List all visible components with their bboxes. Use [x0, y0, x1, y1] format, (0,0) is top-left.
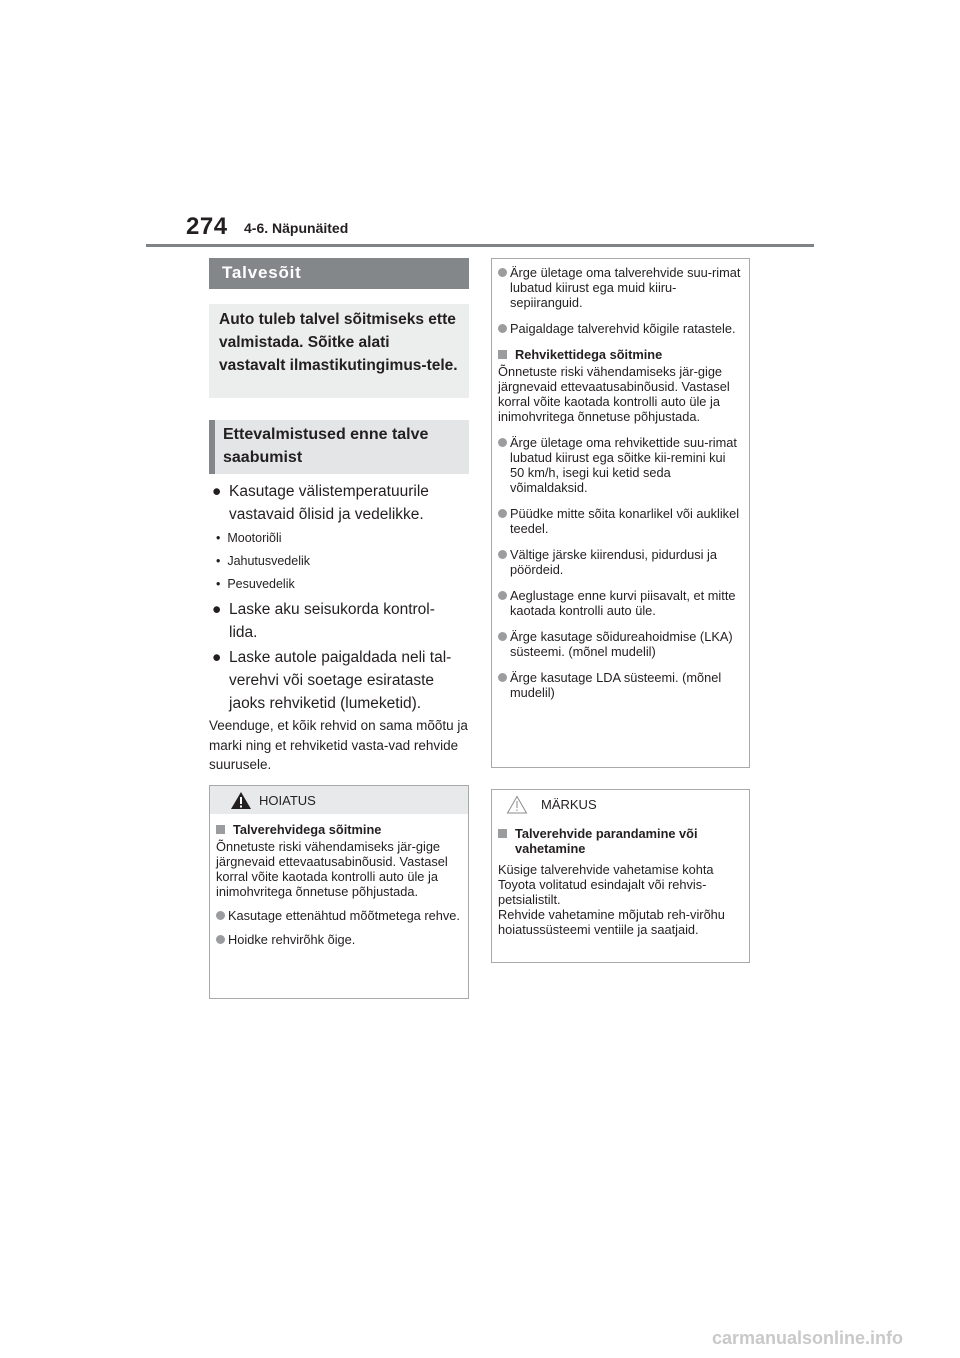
- right-item: [498, 629, 741, 659]
- right-item-text: Vältige järske kiirendusi, pidurdusi ja pöördeid.: [510, 547, 717, 577]
- bullet-line: Laske autole paigaldada neli tal-: [229, 649, 452, 666]
- warning-label: HOIATUS: [259, 793, 316, 808]
- sub-item: • Pesuvedelik: [216, 577, 295, 591]
- notice-heading: [498, 826, 741, 856]
- warning-item: [216, 908, 460, 923]
- bullet-oils: [212, 481, 474, 525]
- bullet-line: lida.: [229, 624, 258, 641]
- notice-heading-text: Talverehvide parandamine või vahetamine: [515, 826, 698, 856]
- warning-triangle-icon: [230, 791, 252, 810]
- right-heading: [498, 347, 741, 362]
- warning-text: Õnnetuste riski vähendamiseks jär-gige järgnevaid ettevaatusabinõusid. Vastasel korral võite kaotada kontrolli auto üle ja inimohvritega õnnetuse põhjustada.: [216, 839, 448, 899]
- warning-heading-text: Talverehvidega sõitmine: [233, 822, 382, 837]
- watermark: carmanualsonline.info: [712, 1328, 904, 1348]
- intro-text: Auto tuleb talvel sõitmiseks ette valmistada. Sõitke alati vastavalt ilmastikutingimus-tele.: [219, 311, 458, 374]
- bullet-battery: [212, 599, 474, 643]
- gray-dot-icon: [216, 911, 225, 920]
- header-rule: [146, 244, 814, 247]
- right-item: [498, 588, 741, 618]
- right-item-text: Püüdke mitte sõita konarlikel või auklikel teedel.: [510, 506, 740, 536]
- sub-item-text: Jahutusvedelik: [227, 554, 311, 568]
- bullet-dot-icon: ●: [212, 649, 222, 666]
- bullet-dot-icon: ●: [212, 483, 222, 500]
- intro-box: [209, 304, 469, 398]
- right-item-text: Paigaldage talverehvid kõigile ratastele.: [510, 321, 736, 336]
- chapter-title: 4-6. Näpunäited: [244, 220, 349, 236]
- square-bullet-icon: [498, 350, 507, 359]
- gray-dot-icon: [498, 591, 507, 600]
- square-bullet-icon: [216, 825, 225, 834]
- bullet-line: vastavaid õlisid ja vedelikke.: [229, 506, 424, 523]
- gray-dot-icon: [498, 324, 507, 333]
- notice-label: MÄRKUS: [541, 797, 597, 812]
- right-item: [498, 506, 741, 536]
- sub-item: • Mootoriõli: [216, 531, 282, 545]
- right-item: [498, 670, 741, 700]
- square-bullet-icon: [498, 829, 507, 838]
- subsection-title: Ettevalmistused enne talve saabumist: [209, 420, 469, 474]
- bullet-line: Laske aku seisukorda kontrol-: [229, 601, 435, 618]
- notice-triangle-icon: [506, 795, 528, 814]
- gray-dot-icon: [498, 268, 507, 277]
- bullet-line: verehvi või soetage esirataste: [229, 672, 435, 689]
- right-item-text: Aeglustage enne kurvi piisavalt, et mitte kaotada kontrolli auto üle.: [510, 588, 736, 618]
- warning-header: [210, 786, 468, 814]
- gray-dot-icon: [216, 935, 225, 944]
- right-text: Õnnetuste riski vähendamiseks jär-gige järgnevaid ettevaatusabinõusid. Vastasel korral võite kaotada kontrolli auto üle ja inimohvritega õnnetuse põhjustada.: [498, 364, 730, 424]
- right-item-text: Ärge kasutage LDA süsteemi. (mõnel mudelil): [510, 670, 722, 700]
- gray-dot-icon: [498, 632, 507, 641]
- bullet-line: Kasutage välistemperatuurile: [229, 483, 429, 500]
- warning-box: [209, 785, 469, 999]
- right-item-text: Ärge ületage oma talverehvide suu-rimat lubatud kiirust ega muid kiiru-sepiiranguid.: [510, 265, 741, 310]
- notice-box: [491, 789, 750, 963]
- notice-header: [492, 790, 749, 818]
- sub-item-text: Pesuvedelik: [227, 577, 295, 591]
- gray-dot-icon: [498, 550, 507, 559]
- notice-text: Rehvide vahetamine mõjutab reh-virõhu hoiatussüsteemi ventiile ja saatjaid.: [498, 907, 725, 937]
- notice-content: [492, 818, 749, 937]
- page-number: 274: [186, 213, 228, 240]
- warning-item: [216, 932, 460, 947]
- right-item-text: Ärge ületage oma rehvikettide suu-rimat lubatud kiirust ega sõitke kii-remini kui 50 km/h, isegi kui ketid seda võimaldaksid.: [510, 435, 737, 495]
- right-item: [498, 435, 741, 495]
- right-item: [498, 547, 741, 577]
- warning-item-text: Kasutage ettenähtud mõõtmetega rehve.: [228, 908, 460, 923]
- sub-item: • Jahutusvedelik: [216, 554, 311, 568]
- warning-content: [210, 814, 468, 947]
- bullet-dot-icon: ●: [212, 601, 222, 618]
- tire-size-paragraph: Veenduge, et kõik rehvid on sama mõõtu ja marki ning et rehviketid vasta-vad rehvide suurusele.: [209, 718, 468, 772]
- section-title: Talvesõit: [209, 258, 469, 289]
- right-item: [498, 265, 741, 310]
- gray-dot-icon: [498, 438, 507, 447]
- notice-text: Küsige talverehvide vahetamise kohta Toyota volitatud esindajalt või rehvis-petsialistilt.: [498, 862, 714, 907]
- gray-dot-icon: [498, 509, 507, 518]
- right-item: [498, 321, 741, 336]
- right-warning-box: [491, 258, 750, 768]
- warning-heading: [216, 822, 460, 837]
- bullet-line: jaoks rehviketid (lumeketid).: [229, 695, 422, 712]
- warning-item-text: Hoidke rehvirõhk õige.: [228, 932, 356, 947]
- bullet-tires: [212, 647, 474, 714]
- right-heading-text: Rehvikettidega sõitmine: [515, 347, 663, 362]
- right-item-text: Ärge kasutage sõidureahoidmise (LKA) süsteemi. (mõnel mudelil): [510, 629, 733, 659]
- sub-item-text: Mootoriõli: [227, 531, 282, 545]
- gray-dot-icon: [498, 673, 507, 682]
